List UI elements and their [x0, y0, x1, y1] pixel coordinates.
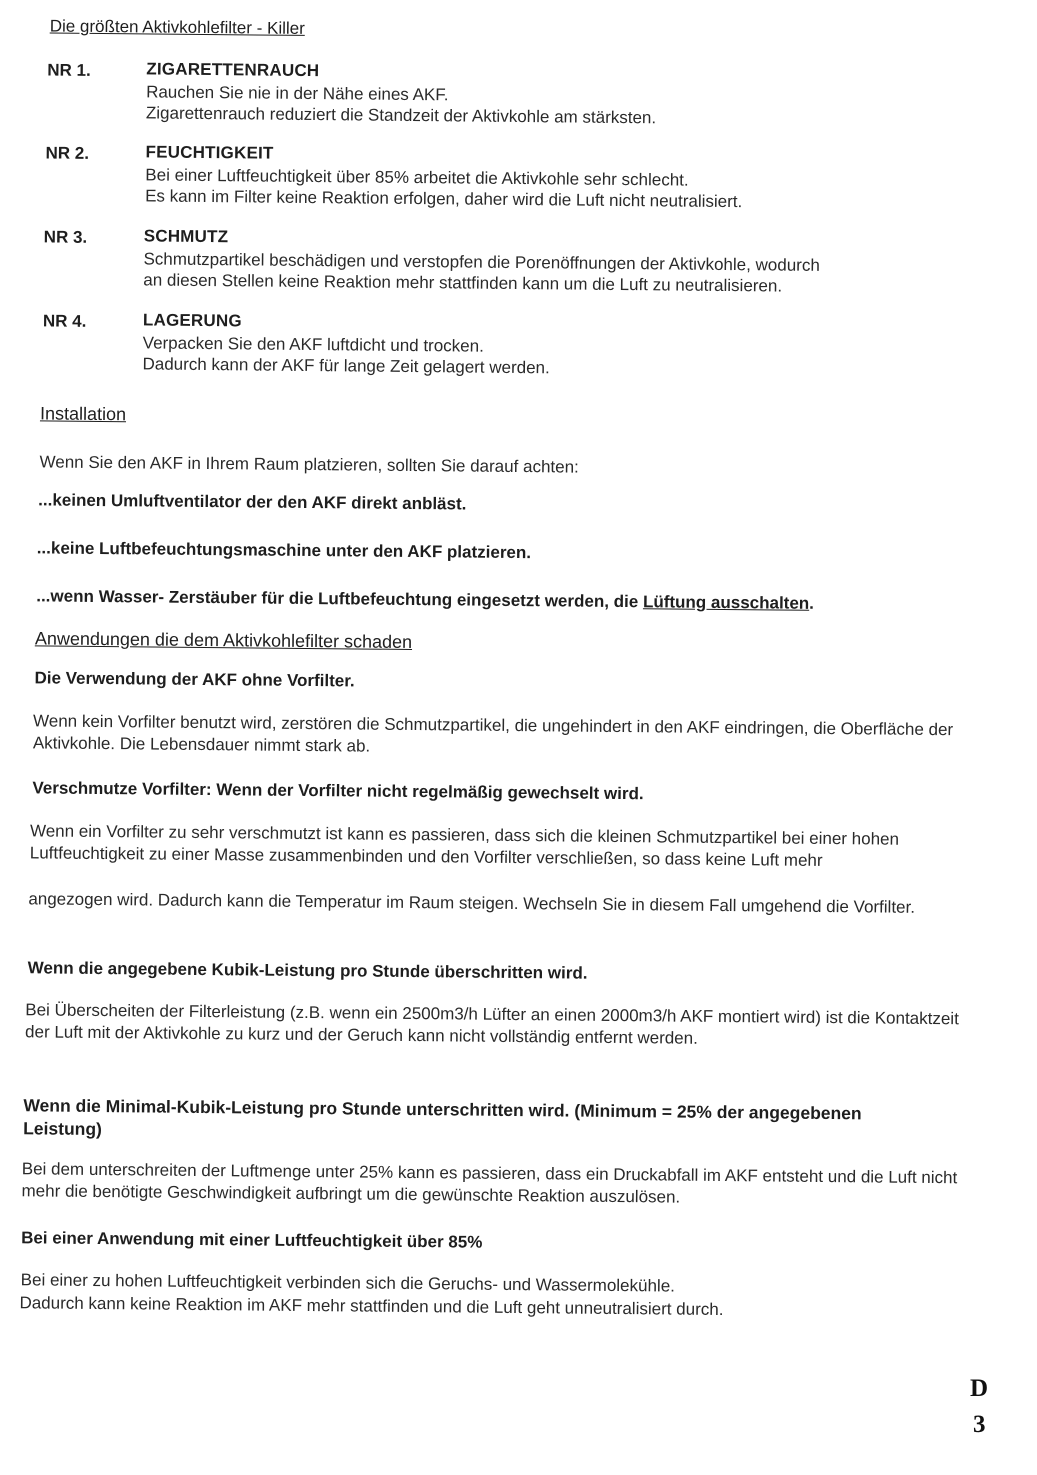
item-line: Rauchen Sie nie in der Nähe eines AKF. [146, 82, 449, 105]
installation-point-end: . [809, 593, 815, 613]
subsection-line: Bei einer zu hohen Luftfeuchtigkeit verbinden sich die Geruchs- und Wassermolekühle. [20, 1270, 676, 1296]
subsection-text: Bei dem unterschreiten der Luftmenge unter 25% kann es passieren, dass ein Druckabfall im AKF entsteht und die Luft nicht mehr die benötigte Geschwindigkeit aufbringt um die gewünschte Reaktion auszulösen. [21, 1159, 958, 1207]
item-heading: ZIGARETTENRAUCH [146, 59, 320, 81]
item-heading: SCHMUTZ [143, 226, 229, 247]
page-number: 3 [973, 1411, 986, 1438]
document-title: Die größten Aktivkohlefilter - Killer [49, 16, 305, 38]
page-letter: D [970, 1375, 989, 1402]
subsection-heading: Wenn die angegebene Kubik-Leistung pro Stunde überschritten wird. [27, 958, 588, 983]
installation-point-text: ...wenn Wasser- Zerstäuber für die Luftbefeuchtung eingesetzt werden, die [36, 586, 644, 612]
highlighted-phrase: Lüftung ausschalten [642, 592, 810, 613]
item-line: Bei einer Luftfeuchtigkeit über 85% arbeitet die Aktivkohle sehr schlecht. [145, 165, 689, 190]
installation-intro: Wenn Sie den AKF in Ihrem Raum platzieren, sollten Sie darauf achten: [39, 452, 579, 477]
anwendungen-title: Anwendungen die dem Aktivkohlefilter schaden [34, 628, 413, 652]
subsection-text: Bei Überscheiten der Filterleistung (z.B. wenn ein 2500m3/h Lüfter an einen 2000m3/h AKF montiert wird) ist die Kontaktzeit der Luft mit der Aktivkohle zu kurz und der Geruch kann nicht vollständig entfernt werden. [25, 1000, 959, 1048]
item-line: Schmutzpartikel beschädigen und verstopfen die Porenöffnungen der Aktivkohle, wodurch [143, 249, 820, 275]
subsection-heading: Wenn die Minimal-Kubik-Leistung pro Stunde unterschritten wird. (Minimum = 25% der angegebenen Leistung) [23, 1095, 862, 1140]
subsection-text: angezogen wird. Dadurch kann die Temperatur im Raum steigen. Wechseln Sie in diesem Fall umgehend die Vorfilter. [28, 889, 916, 917]
item-number: NR 1. [47, 60, 91, 80]
item-line: Verpacken Sie den AKF luftdicht und trocken. [142, 333, 484, 356]
item-number: NR 2. [45, 143, 90, 163]
installation-title: Installation [39, 403, 127, 425]
subsection-heading: Die Verwendung der AKF ohne Vorfilter. [34, 668, 355, 691]
subsection-heading: Verschmutze Vorfilter: Wenn der Vorfilter nicht regelmäßig gewechselt wird. [32, 778, 644, 804]
subsection-text: Wenn ein Vorfilter zu sehr verschmutzt ist kann es passieren, dass sich die kleinen Schmutzpartikel bei einer hohen Luftfeuchtigkeit zu einer Masse zusammenbinden und den Vorfilter verschließen, so dass keine Luft mehr [29, 821, 900, 870]
installation-point [36, 586, 814, 613]
subsection-text: Wenn kein Vorfilter benutzt wird, zerstören die Schmutzpartikel, die ungehindert in den AKF eindringen, die Oberfläche der Aktivkohle. Die Lebensdauer nimmt stark ab. [32, 711, 954, 756]
item-line: Dadurch kann der AKF für lange Zeit gelagert werden. [142, 354, 550, 378]
installation-point: ...keine Luftbefeuchtungsmaschine unter den AKF platzieren. [36, 538, 532, 563]
item-line: Zigarettenrauch reduziert die Standzeit der Aktivkohle am stärksten. [145, 103, 657, 128]
item-number: NR 3. [43, 227, 88, 247]
subsection-line: Dadurch kann keine Reaktion im AKF mehr stattfinden und die Luft geht unneutralisiert durch. [19, 1293, 724, 1320]
item-number: NR 4. [42, 311, 87, 331]
item-line: an diesen Stellen keine Reaktion mehr stattfinden kann um die Luft zu neutralisieren. [143, 270, 783, 296]
item-heading: LAGERUNG [142, 310, 242, 331]
installation-point: ...keinen Umluftventilator der den AKF direkt anbläst. [38, 490, 467, 514]
item-line: Es kann im Filter keine Reaktion erfolgen, daher wird die Luft nicht neutralisiert. [145, 186, 743, 212]
item-heading: FEUCHTIGKEIT [145, 142, 274, 163]
subsection-heading: Bei einer Anwendung mit einer Luftfeuchtigkeit über 85% [21, 1228, 483, 1252]
